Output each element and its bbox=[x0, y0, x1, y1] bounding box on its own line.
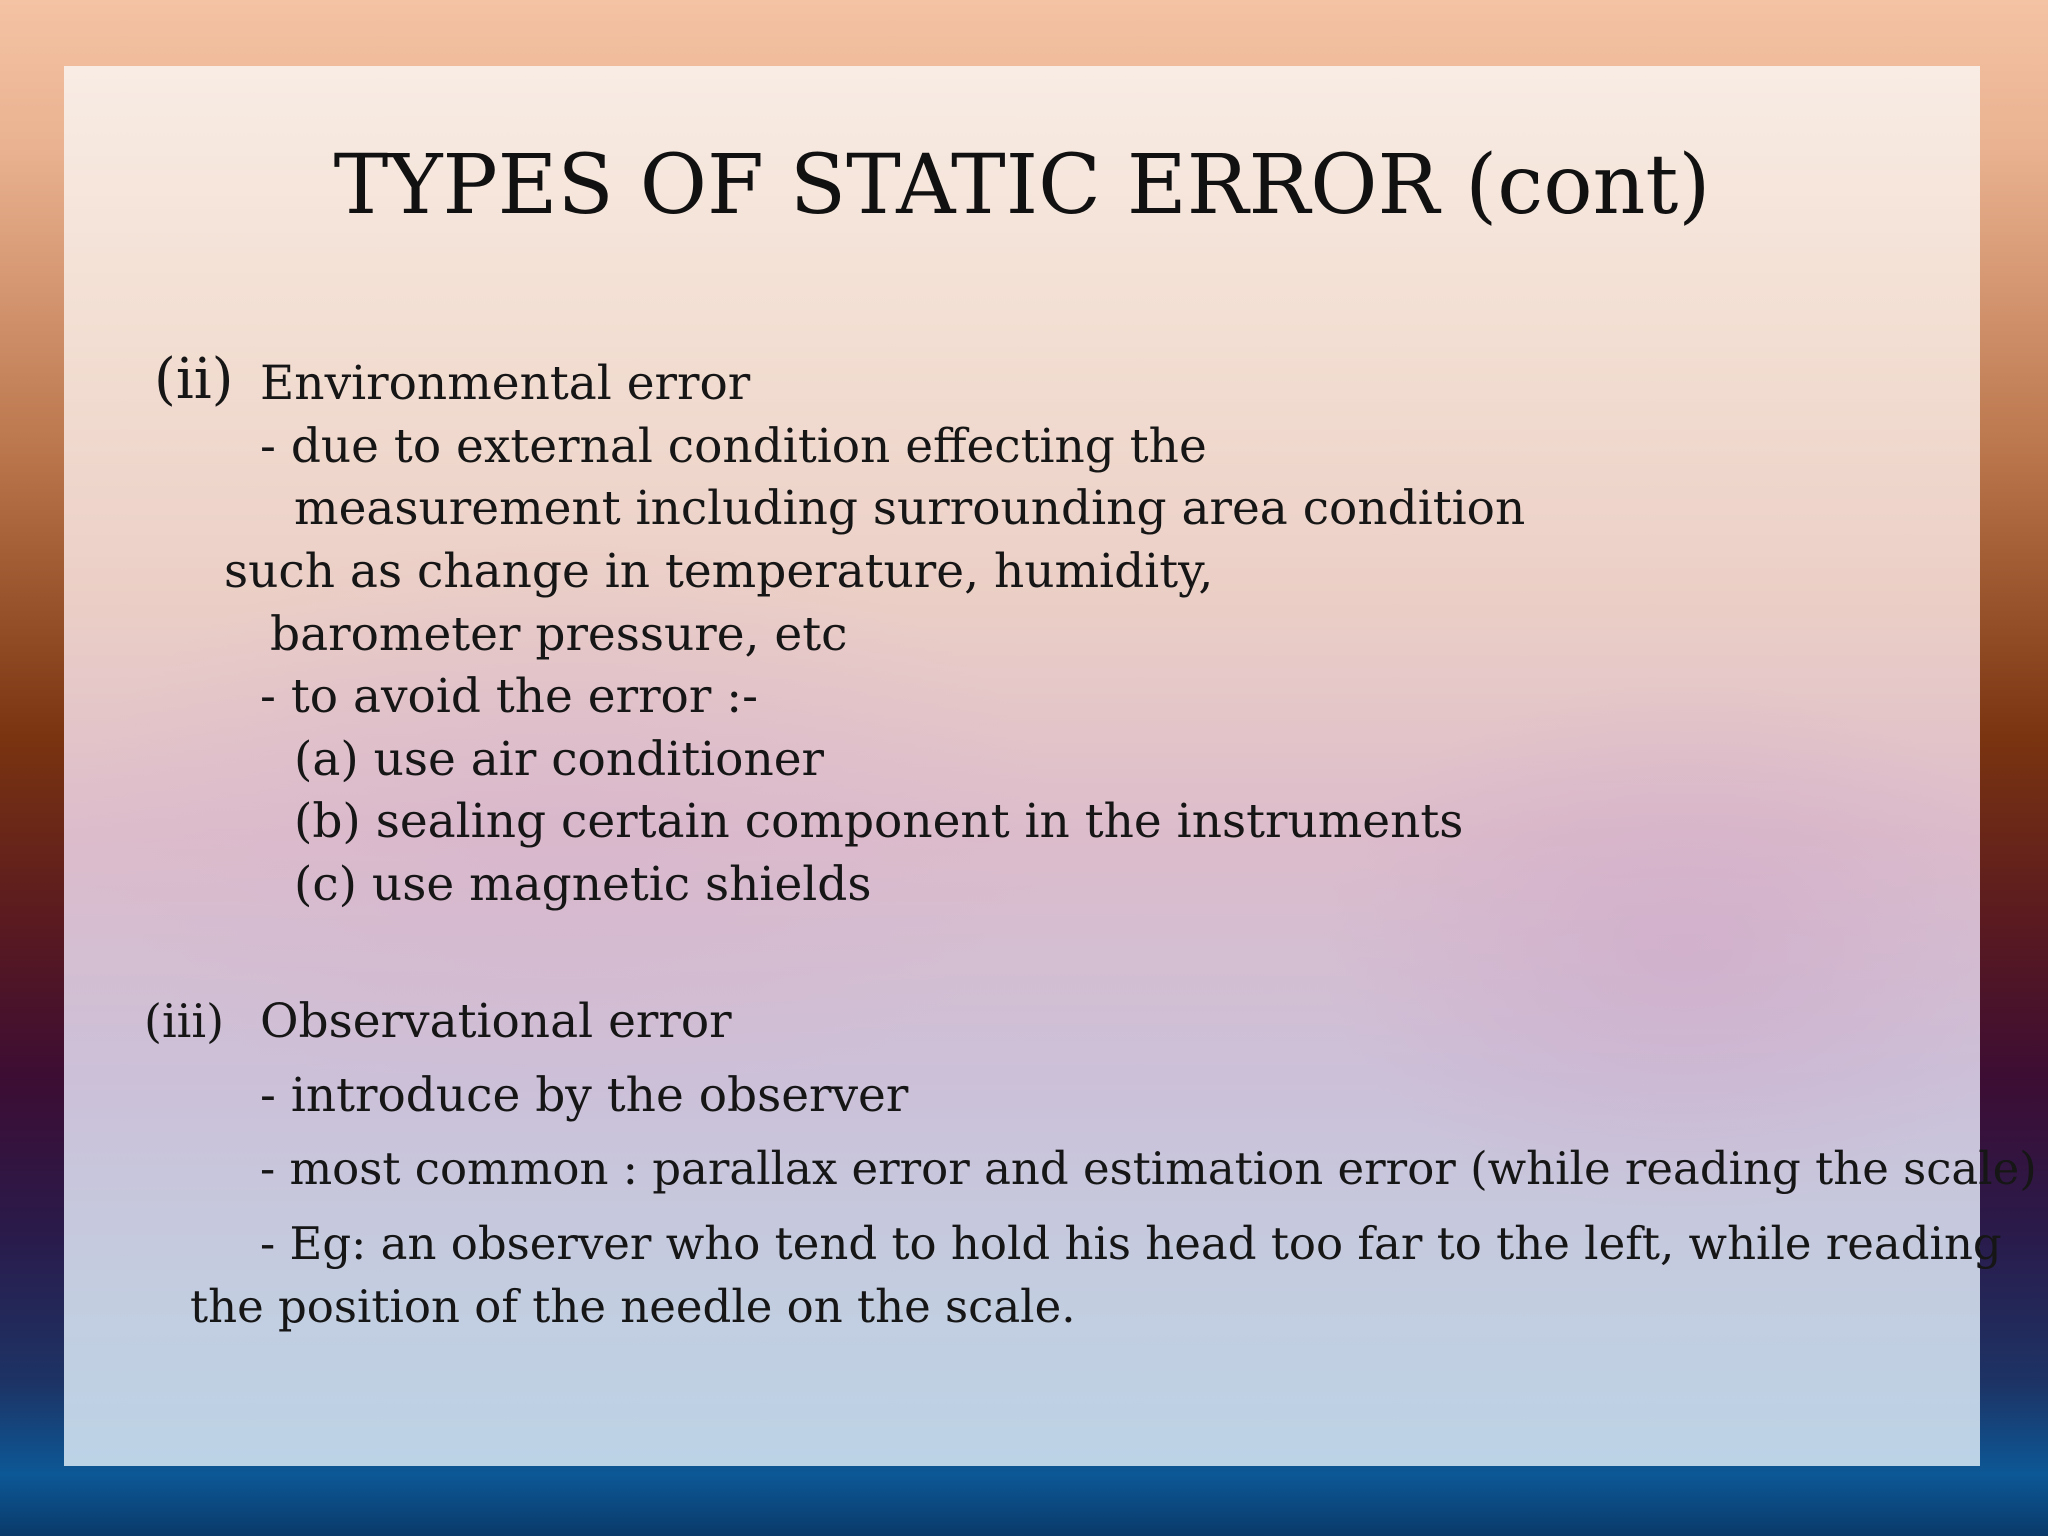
observational-line-2: - most common : parallax error and estimation error (while reading the scale) bbox=[260, 1142, 2037, 1195]
environmental-line-4: barometer pressure, etc bbox=[270, 607, 848, 662]
observational-line-3: - Eg: an observer who tend to hold his head too far to the left, while reading bbox=[260, 1217, 2002, 1270]
observational-marker: (iii) bbox=[144, 994, 225, 1048]
environmental-item-c: (c) use magnetic shields bbox=[294, 857, 872, 912]
environmental-line-5: - to avoid the error :- bbox=[260, 669, 758, 724]
environmental-line-2: measurement including surrounding area condition bbox=[294, 481, 1526, 536]
slide-title: TYPES OF STATIC ERROR (cont) bbox=[333, 138, 1711, 233]
environmental-heading: Environmental error bbox=[260, 356, 751, 411]
environmental-item-a: (a) use air conditioner bbox=[294, 732, 825, 787]
observational-line-1: - introduce by the observer bbox=[260, 1068, 909, 1123]
environmental-line-3: such as change in temperature, humidity, bbox=[224, 544, 1214, 599]
observational-heading: Observational error bbox=[260, 994, 732, 1049]
environmental-marker: (ii) bbox=[154, 347, 234, 412]
observational-line-4: the position of the needle on the scale. bbox=[190, 1280, 1076, 1333]
slide-panel bbox=[64, 66, 2037, 1466]
environmental-item-b: (b) sealing certain component in the instruments bbox=[294, 794, 1464, 849]
environmental-line-1: - due to external condition effecting the bbox=[260, 419, 1207, 474]
